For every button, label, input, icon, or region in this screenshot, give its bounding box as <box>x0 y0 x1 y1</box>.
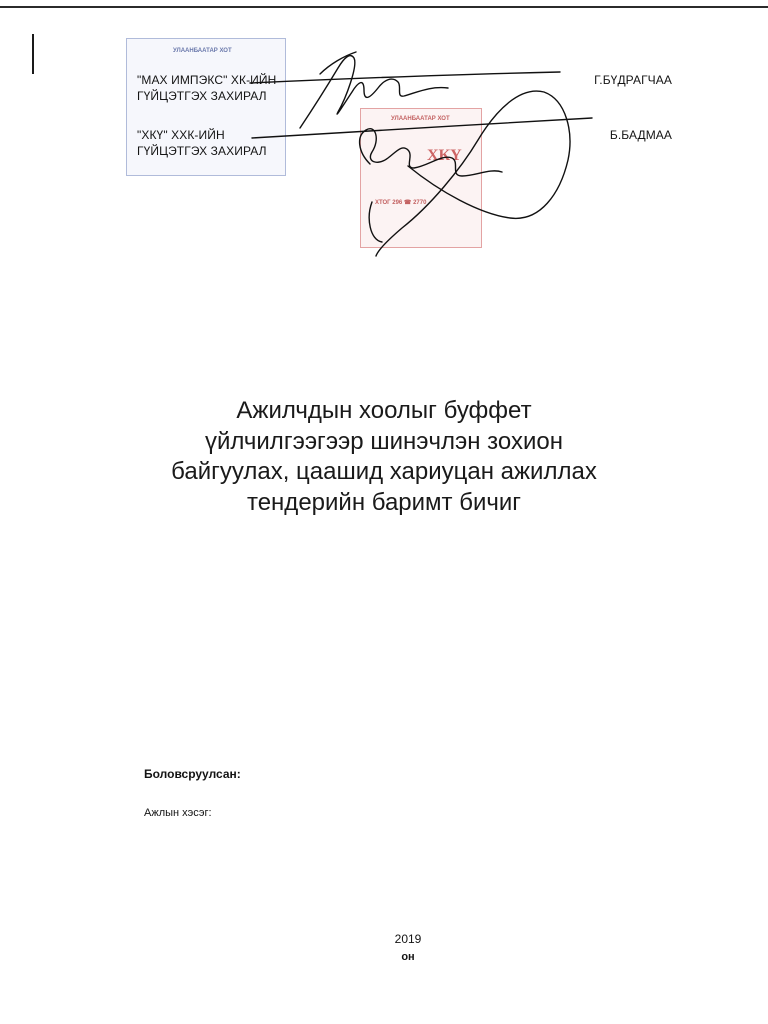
prepared-by-label: Боловсруулсан: <box>144 767 241 781</box>
signature-2-tail <box>369 202 382 242</box>
document-title <box>84 396 684 518</box>
red-stamp-logo: ХКҮ <box>427 147 462 164</box>
approval-org-1-line-2: ГҮЙЦЭТГЭХ ЗАХИРАЛ <box>137 89 267 103</box>
signature-line-1 <box>250 72 560 83</box>
title-line-1: Ажилчдын хоолыг буффет <box>236 397 532 424</box>
document-year: 2019 <box>394 932 422 946</box>
approval-org-1-line-1: "МАХ ИМПЭКС" ХК-ИЙН <box>137 73 277 87</box>
year-suffix: он <box>401 951 415 963</box>
red-stamp <box>360 108 482 248</box>
signature-2-loop <box>376 91 570 256</box>
approval-org-2-line-2: ГҮЙЦЭТГЭХ ЗАХИРАЛ <box>137 144 267 158</box>
blue-stamp-text: УЛААНБААТАР ХОТ <box>173 48 232 54</box>
approval-name-2: Б.БАДМАА <box>609 128 672 142</box>
working-group-label: Ажлын хэсэг: <box>144 807 212 819</box>
red-stamp-bottom-text: ХТОГ 296 ☎ 2770 <box>375 200 427 206</box>
signature-line-2 <box>252 118 592 138</box>
approval-name-1: Г.БҮДРАГЧАА <box>594 73 672 87</box>
signature-1-flourish <box>320 52 356 74</box>
scan-margin-mark <box>32 34 34 74</box>
signature-1 <box>300 56 448 128</box>
scan-top-edge <box>0 6 768 8</box>
title-line-2: үйлчилгээгээр шинэчлэн зохион <box>205 427 563 455</box>
title-line-4: тендерийн баримт бичиг <box>246 488 522 516</box>
red-stamp-text: УЛААНБААТАР ХОТ <box>391 116 450 122</box>
title-line-3: байгуулах, цаашид хариуцан ажиллах <box>171 458 597 485</box>
approval-org-2-line-1: "ХКҮ" ХХК-ИЙН <box>137 128 225 142</box>
signature-2 <box>360 129 502 176</box>
